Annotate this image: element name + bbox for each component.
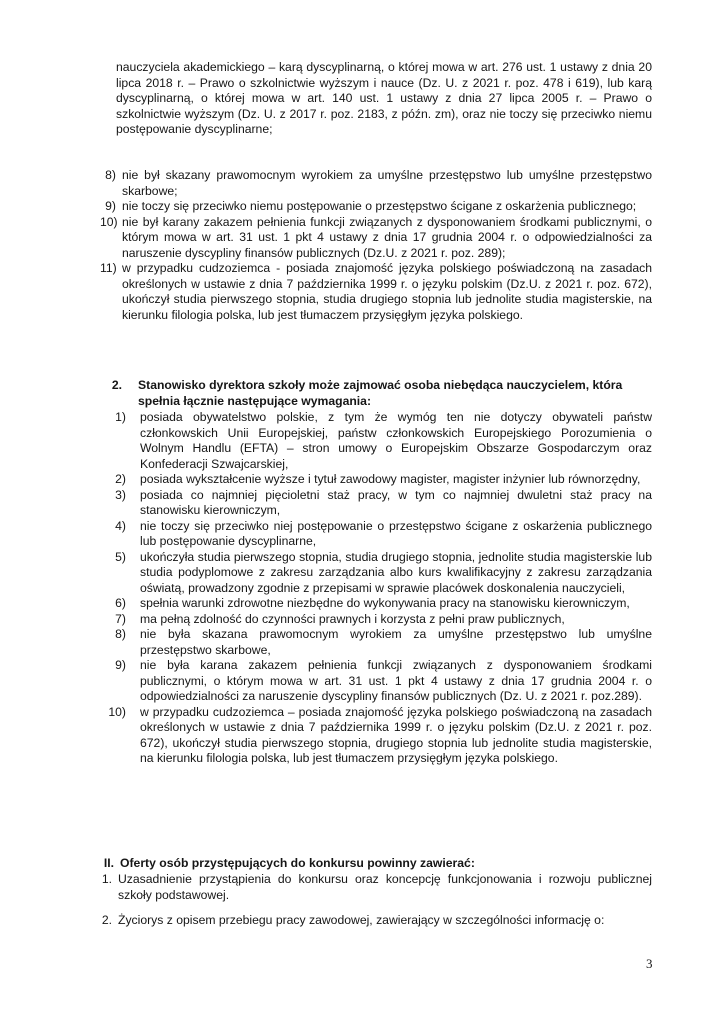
list-item (112, 472, 652, 488)
item-text: spełnia warunki zdrowotne niezbędne do wykonywania pracy na stanowisku kierowniczym, (140, 596, 630, 610)
item-text: w przypadku cudzoziemca – posiada znajomość języka polskiego poświadczoną na zasadach określonych w ustawie z dnia 7 października 1999 r. o języku polskim (Dz.U. z 2021 r. poz. 672), ukończył studia pierwszego stopnia, drugiego stopnia lub jednolite studia magisterskie, na kierunku filologia polska, lub jest tłumaczem przysięgłym języka polskiego. (140, 704, 652, 765)
item-number: 8) (105, 168, 116, 182)
section-II-heading (96, 856, 656, 872)
item-number: 11) (100, 261, 117, 275)
item-number: 5) (115, 549, 126, 564)
item-text: posiada obywatelstwo polskie, z tym że wymóg ten nie dotyczy obywateli państw członkowskich Unii Europejskiej, państw członkowskich Europejskiego Porozumienia o Wolnym Handlu (EFTA) – stron umowy o Europejskim Obszarze Gospodarczym oraz Konfederacji Szwajcarskiej, (140, 410, 652, 471)
item-text: nie był karany zakazem pełnienia funkcji związanych z dysponowaniem środkami publicznymi, o którym mowa w art. 31 ust. 1 pkt 4 ustawy z dnia 17 grudnia 2004 r. o odpowiedzialności za naruszenie dyscypliny finansów publicznych (Dz.U. z 2021 r. poz. 289); (122, 214, 652, 260)
list-item (112, 488, 652, 519)
item-number: 2. (101, 913, 112, 927)
list-item (112, 627, 652, 658)
item-text: nie była karana zakazem pełnienia funkcji związanych z dysponowaniem środkami publicznymi, o którym mowa w art. 31 ust. 1 pkt 4 ustawy z dnia 17 grudnia 2004 r. o odpowiedzialności za naruszenie dyscypliny finansów publicznych (Dz. U. z 2021 r. poz.289). (140, 658, 652, 703)
section-heading-text: Stanowisko dyrektora szkoły może zajmować osoba niebędąca nauczycielem, która spełnia łącznie następujące wymagania: (138, 378, 623, 408)
item-text: ma pełną zdolność do czynności prawnych i korzysta z pełni praw publicznych, (140, 611, 565, 626)
list-item (100, 214, 652, 262)
item-text: posiada co najmniej pięcioletni staż pracy, w tym co najmniej dwuletni staż pracy na stanowisku kierowniczym, (140, 487, 652, 517)
list-item (98, 913, 652, 929)
item-number: 9) (105, 199, 116, 213)
continuation-paragraph (116, 60, 652, 138)
continuation-text: nauczyciela akademickiego – karą dyscyplinarną, o której mowa w art. 276 ust. 1 ustawy z dnia 20 lipca 2018 r. – Prawo o szkolnictwie wyższym i nauce (Dz. U. z 2021 r. poz. 478 i 619), lub karą dyscyplinarną, o której mowa w art. 140 ust. 1 ustawy z dnia 27 lipca 2005 r. – Prawo o szkolnictwie wyższym (Dz. U. z 2017 r. poz. 2183, z późn. zm), oraz nie toczy się przeciwko niemu postępowanie dyscyplinarne; (116, 60, 652, 136)
page-number: 3 (646, 956, 653, 971)
list-item (112, 658, 652, 705)
section-number: II. (103, 856, 114, 870)
list-item (108, 704, 652, 767)
item-number: 2) (115, 472, 126, 486)
list-item (104, 199, 652, 215)
item-number: 10) (100, 214, 118, 229)
item-text: posiada wykształcenie wyższe i tytuł zawodowy magister, magister inżynier lub równorzędny, (140, 472, 641, 486)
item-text: ukończyła studia pierwszego stopnia, studia drugiego stopnia, jednolite studia magisterskie lub studia podyplomowe z zakresu zarządzania albo kurs kwalifikacyjny z zakresu zarządzania oświatą, prowadzony zgodnie z przepisami w sprawie placówek doskonalenia nauczycieli, (140, 549, 652, 595)
requirements-list-continued (100, 168, 652, 323)
non-teacher-requirements-list (108, 410, 652, 767)
item-text: nie była skazana prawomocnym wyrokiem za umyślne przestępstwo lub umyślne przestępstwo skarbowe, (140, 627, 652, 657)
item-number: 10) (108, 704, 126, 719)
item-text: Uzasadnienie przystąpienia do konkursu oraz koncepcję funkcjonowania i rozwoju publicznej szkoły podstawowej. (118, 872, 652, 902)
item-number: 4) (115, 518, 126, 533)
item-number: 1. (101, 872, 112, 886)
section-number: 2. (111, 378, 122, 392)
list-item (112, 596, 652, 612)
item-text: nie był skazany prawomocnym wyrokiem za umyślne przestępstwo lub umyślne przestępstwo skarbowe; (122, 168, 652, 198)
list-item (112, 410, 652, 472)
item-number: 3) (115, 487, 126, 502)
section-2-heading (104, 378, 656, 409)
item-number: 1) (115, 410, 126, 424)
section-heading-text: Oferty osób przystępujących do konkursu powinny zawierać: (120, 856, 475, 870)
list-item (98, 872, 652, 903)
item-text: Życiorys z opisem przebiegu pracy zawodowej, zawierający w szczególności informację o: (118, 913, 605, 927)
section-heading-row (104, 378, 656, 409)
list-item (112, 550, 652, 597)
offer-contents-list (98, 872, 652, 929)
section-heading-row (96, 856, 656, 872)
item-number: 6) (115, 596, 126, 610)
item-text: nie toczy się przeciwko niemu postępowanie o przestępstwo ścigane z oskarżenia publicznego; (122, 199, 637, 213)
list-item (112, 612, 652, 628)
list-item (104, 168, 652, 199)
item-text: w przypadku cudzoziemca - posiada znajomość języka polskiego poświadczoną na zasadach określonych w ustawie z dnia 7 października 1999 r. o języku polskim (Dz.U. z 2021 r. poz. 672), ukończył studia pierwszego stopnia, studia drugiego stopnia lub jednolite studia magisterskie, na kierunku filologia polska, lub jest tłumaczem przysięgłym języka polskiego. (122, 261, 652, 322)
item-number: 7) (115, 611, 126, 626)
item-number: 8) (115, 627, 126, 641)
list-item (112, 519, 652, 550)
list-item (100, 261, 652, 323)
item-number: 9) (115, 658, 126, 672)
item-text: nie toczy się przeciwko niej postępowanie o przestępstwo ścigane z oskarżenia publicznego lub postępowanie dyscyplinarne, (140, 518, 652, 548)
